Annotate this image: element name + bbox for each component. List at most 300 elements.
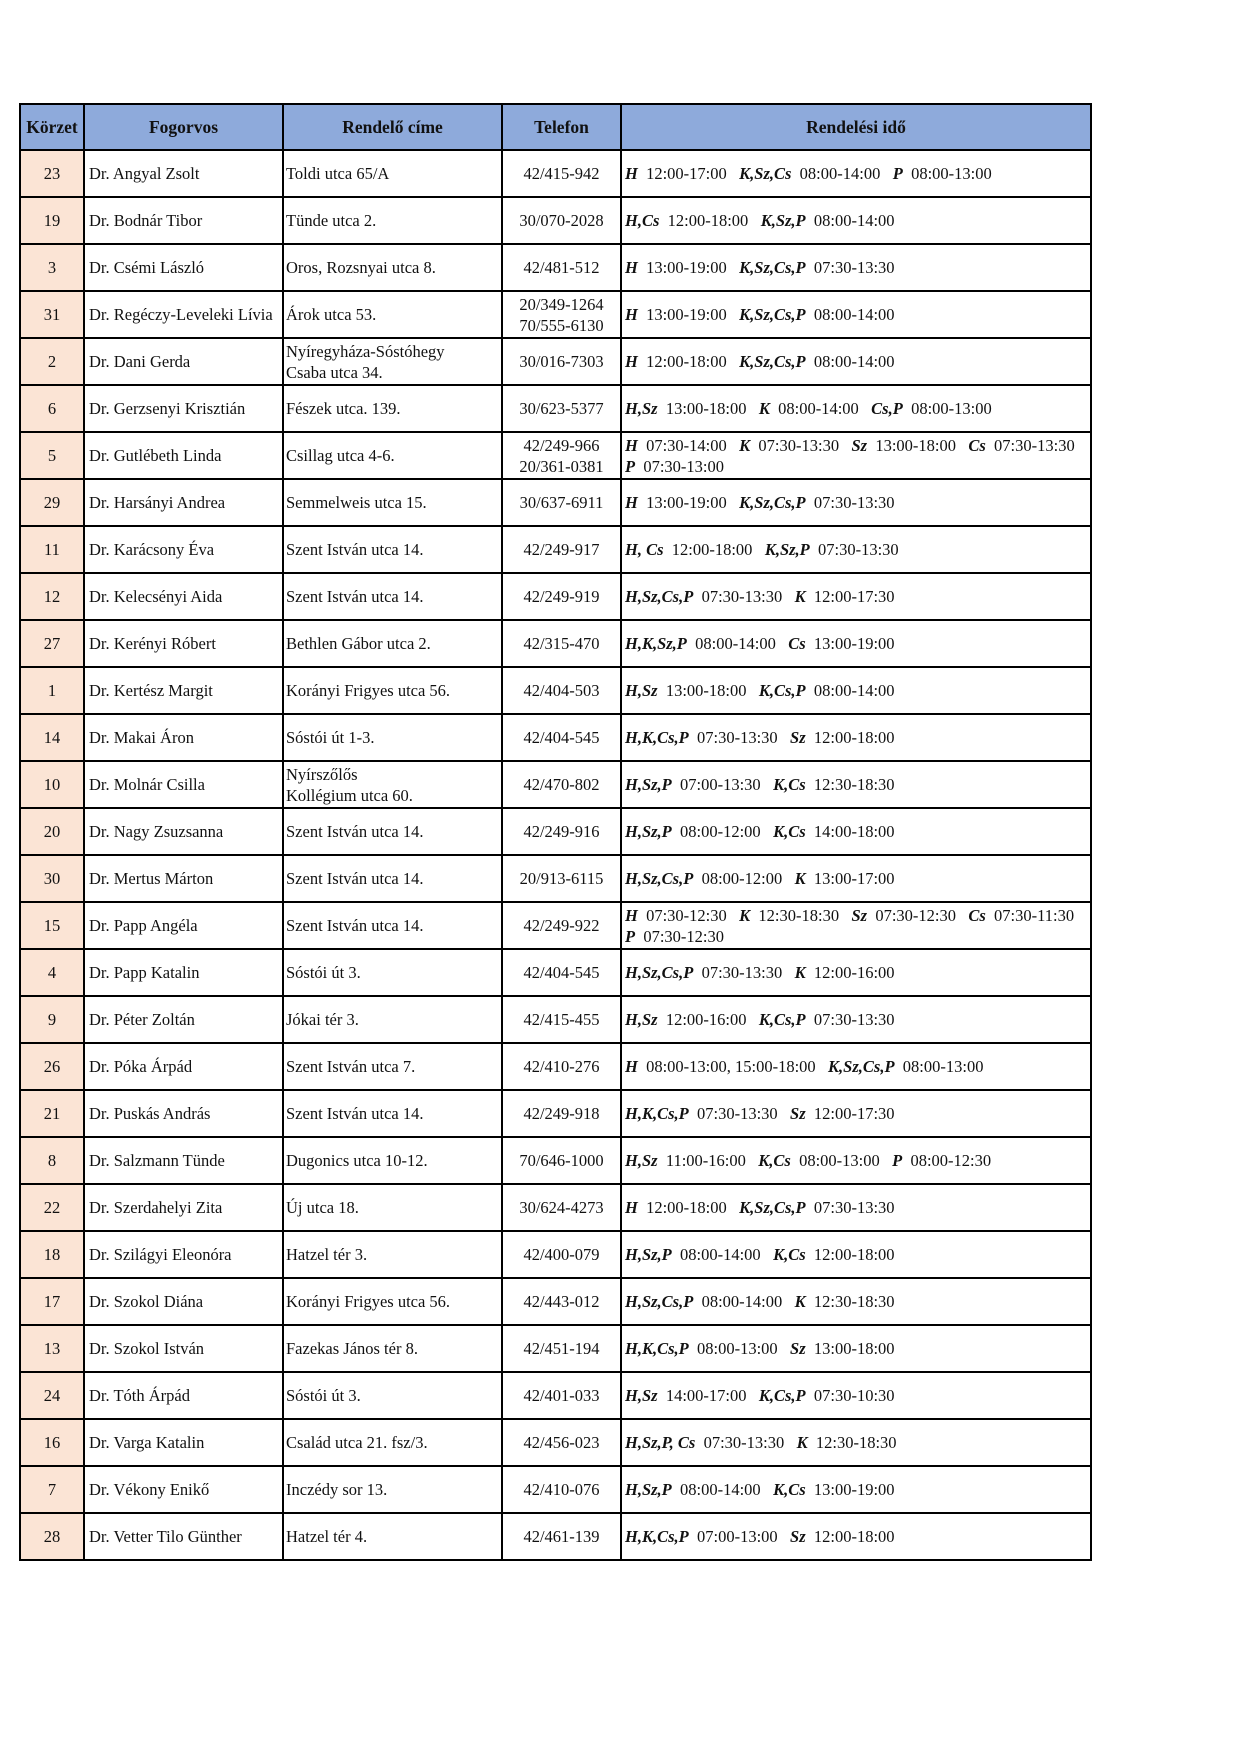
hours-line xyxy=(625,1385,1086,1406)
phone-cell xyxy=(502,1372,621,1419)
hours-cell xyxy=(621,1419,1091,1466)
time-range: 13:00-19:00 xyxy=(646,258,727,277)
weekday-label: Sz xyxy=(790,1104,806,1123)
weekday-label: H xyxy=(625,905,638,925)
hours-cell xyxy=(621,526,1091,573)
hours-cell xyxy=(621,808,1091,855)
weekday-label: P xyxy=(625,926,636,946)
time-range: 07:30-13:30 xyxy=(813,1010,895,1029)
header-row xyxy=(20,104,1091,150)
address-cell xyxy=(283,150,502,197)
address-line: Sóstói út 1-3. xyxy=(286,728,375,747)
time-range: 12:00-18:00 xyxy=(671,540,753,559)
weekday-label: K,Cs xyxy=(773,822,806,841)
address-cell xyxy=(283,1184,502,1231)
weekday-label: K,Sz,P xyxy=(764,540,810,559)
hours-cell xyxy=(621,338,1091,385)
weekday-label: K,Cs xyxy=(773,1245,806,1264)
phone-number: 30/070-2028 xyxy=(519,211,604,230)
address-line: Kollégium utca 60. xyxy=(286,785,413,805)
address-line: Korányi Frigyes utca 56. xyxy=(286,1292,451,1311)
phone-number: 42/401-033 xyxy=(523,1386,600,1405)
hours-cell xyxy=(621,1090,1091,1137)
hours-cell xyxy=(621,197,1091,244)
hours-line xyxy=(625,868,1086,889)
korzet-cell: 18 xyxy=(20,1231,84,1278)
table-row xyxy=(20,573,1091,620)
time-range: 07:30-10:30 xyxy=(813,1386,895,1405)
korzet-cell: 31 xyxy=(20,291,84,338)
table-row xyxy=(20,902,1091,949)
table-row xyxy=(20,1278,1091,1325)
time-range: 13:00-19:00 xyxy=(813,1480,895,1499)
hours-cell xyxy=(621,761,1091,808)
address-cell xyxy=(283,667,502,714)
time-range: 07:30-11:30 xyxy=(994,905,1075,925)
address-cell xyxy=(283,1278,502,1325)
time-range: 12:30-18:30 xyxy=(813,775,895,794)
hours-cell xyxy=(621,996,1091,1043)
time-range: 07:30-13:30 xyxy=(994,435,1075,455)
weekday-label: K,Sz,Cs,P xyxy=(739,493,806,512)
time-range: 07:30-13:30 xyxy=(701,587,783,606)
hours-cell xyxy=(621,1184,1091,1231)
korzet-cell: 7 xyxy=(20,1466,84,1513)
korzet-cell: 14 xyxy=(20,714,84,761)
time-range: 13:00-18:00 xyxy=(875,435,956,455)
phone-number: 42/249-916 xyxy=(523,822,600,841)
hours-line xyxy=(625,398,1086,419)
phone-number: 42/415-455 xyxy=(523,1010,600,1029)
weekday-label: H,K,Cs,P xyxy=(625,1527,689,1546)
weekday-label: H,Sz,Cs,P xyxy=(625,869,694,888)
weekday-label: K,Cs xyxy=(773,775,806,794)
phone-number: 70/646-1000 xyxy=(519,1151,604,1170)
phone-cell xyxy=(502,949,621,996)
address-cell xyxy=(283,479,502,526)
weekday-label: Cs xyxy=(968,905,986,925)
korzet-cell: 8 xyxy=(20,1137,84,1184)
weekday-label: H,Sz xyxy=(625,399,658,418)
address-line: Szent István utca 14. xyxy=(286,916,424,935)
fogorvos-cell: Dr. Kelecsényi Aida xyxy=(84,573,283,620)
hours-cell xyxy=(621,855,1091,902)
fogorvos-cell: Dr. Papp Angéla xyxy=(84,902,283,949)
time-range: 08:00-12:30 xyxy=(910,1151,992,1170)
table-row xyxy=(20,244,1091,291)
weekday-label: K,Sz,Cs,P xyxy=(739,305,806,324)
hours-line xyxy=(625,539,1086,560)
time-range: 12:00-18:00 xyxy=(646,352,727,371)
fogorvos-cell: Dr. Vetter Tilo Günther xyxy=(84,1513,283,1560)
time-range: 12:30-18:30 xyxy=(815,1433,897,1452)
phone-number: 70/555-6130 xyxy=(519,315,604,335)
time-range: 08:00-14:00 xyxy=(680,1480,761,1499)
phone-cell xyxy=(502,1043,621,1090)
phone-number: 30/016-7303 xyxy=(519,352,604,371)
table-row xyxy=(20,385,1091,432)
address-line: Semmelweis utca 15. xyxy=(286,493,427,512)
address-line: Oros, Rozsnyai utca 8. xyxy=(286,258,436,277)
weekday-label: H,K,Cs,P xyxy=(625,1104,689,1123)
time-range: 07:30-13:30 xyxy=(701,963,783,982)
hours-cell xyxy=(621,714,1091,761)
weekday-label: H,Sz xyxy=(625,681,658,700)
hours-cell xyxy=(621,244,1091,291)
fogorvos-cell: Dr. Puskás András xyxy=(84,1090,283,1137)
time-range: 08:00-12:00 xyxy=(680,822,761,841)
weekday-label: K xyxy=(794,963,806,982)
fogorvos-cell: Dr. Dani Gerda xyxy=(84,338,283,385)
fogorvos-cell: Dr. Kertész Margit xyxy=(84,667,283,714)
weekday-label: H,K,Cs,P xyxy=(625,728,689,747)
phone-number: 42/404-545 xyxy=(523,963,600,982)
hours-line xyxy=(625,257,1086,278)
korzet-cell: 1 xyxy=(20,667,84,714)
korzet-cell: 5 xyxy=(20,432,84,479)
address-line: Nyíregyháza-Sóstóhegy xyxy=(286,341,445,361)
phone-number: 30/637-6911 xyxy=(519,493,604,512)
hours-cell xyxy=(621,1043,1091,1090)
table-row xyxy=(20,1419,1091,1466)
time-range: 13:00-18:00 xyxy=(665,681,747,700)
weekday-label: H,Sz,Cs,P xyxy=(625,963,694,982)
korzet-cell: 11 xyxy=(20,526,84,573)
fogorvos-cell: Dr. Szilágyi Eleonóra xyxy=(84,1231,283,1278)
weekday-label: H xyxy=(625,305,638,324)
address-line: Sóstói út 3. xyxy=(286,963,361,982)
hours-line xyxy=(625,1056,1086,1077)
fogorvos-cell: Dr. Regéczy-Leveleki Lívia xyxy=(84,291,283,338)
address-cell xyxy=(283,855,502,902)
phone-cell xyxy=(502,1419,621,1466)
phone-cell xyxy=(502,479,621,526)
korzet-cell: 22 xyxy=(20,1184,84,1231)
weekday-label: K xyxy=(794,1292,806,1311)
time-range: 12:00-18:00 xyxy=(646,1198,727,1217)
table-row xyxy=(20,1231,1091,1278)
hours-cell xyxy=(621,620,1091,667)
time-range: 07:30-13:30 xyxy=(758,435,840,455)
time-range: 07:30-13:30 xyxy=(696,1104,778,1123)
time-range: 08:00-12:00 xyxy=(701,869,783,888)
table-row xyxy=(20,1466,1091,1513)
table-row xyxy=(20,1137,1091,1184)
time-range: 12:00-16:00 xyxy=(813,963,895,982)
korzet-cell: 29 xyxy=(20,479,84,526)
fogorvos-cell: Dr. Papp Katalin xyxy=(84,949,283,996)
time-range: 12:00-18:00 xyxy=(813,1527,895,1546)
fogorvos-cell: Dr. Molnár Csilla xyxy=(84,761,283,808)
phone-number: 42/404-503 xyxy=(523,681,600,700)
hours-cell xyxy=(621,1231,1091,1278)
fogorvos-cell: Dr. Szokol Diána xyxy=(84,1278,283,1325)
table-body xyxy=(20,150,1091,1560)
fogorvos-cell: Dr. Harsányi Andrea xyxy=(84,479,283,526)
address-cell xyxy=(283,996,502,1043)
hours-line xyxy=(625,163,1086,184)
weekday-label: H, Cs xyxy=(625,540,664,559)
address-cell xyxy=(283,902,502,949)
time-range: 14:00-18:00 xyxy=(813,822,895,841)
table-row xyxy=(20,1372,1091,1419)
fogorvos-cell: Dr. Kerényi Róbert xyxy=(84,620,283,667)
hours-line xyxy=(625,1526,1086,1547)
address-cell xyxy=(283,1325,502,1372)
korzet-cell: 3 xyxy=(20,244,84,291)
table-row xyxy=(20,479,1091,526)
phone-number: 42/410-276 xyxy=(523,1057,600,1076)
fogorvos-cell: Dr. Szokol István xyxy=(84,1325,283,1372)
fogorvos-cell: Dr. Csémi László xyxy=(84,244,283,291)
phone-number: 42/404-545 xyxy=(523,728,600,747)
korzet-cell: 10 xyxy=(20,761,84,808)
phone-number: 42/415-942 xyxy=(523,164,600,183)
table-row xyxy=(20,1043,1091,1090)
header-cim: Rendelő címe xyxy=(283,104,502,150)
phone-cell xyxy=(502,714,621,761)
phone-number: 20/361-0381 xyxy=(519,456,604,476)
hours-cell xyxy=(621,385,1091,432)
weekday-label: H,Sz,P xyxy=(625,822,672,841)
korzet-cell: 16 xyxy=(20,1419,84,1466)
weekday-label: H xyxy=(625,493,638,512)
korzet-cell: 28 xyxy=(20,1513,84,1560)
address-cell xyxy=(283,197,502,244)
weekday-label: Cs xyxy=(788,634,806,653)
fogorvos-cell: Dr. Gerzsenyi Krisztián xyxy=(84,385,283,432)
weekday-label: H xyxy=(625,258,638,277)
address-line: Dugonics utca 10-12. xyxy=(286,1151,428,1170)
time-range: 08:00-13:00 xyxy=(902,1057,984,1076)
time-range: 07:30-13:00 xyxy=(643,456,725,476)
hours-line xyxy=(625,1432,1086,1453)
time-range: 13:00-19:00 xyxy=(646,493,727,512)
phone-cell xyxy=(502,150,621,197)
time-range: 07:30-13:30 xyxy=(703,1433,785,1452)
address-line: Sóstói út 3. xyxy=(286,1386,361,1405)
table-row xyxy=(20,855,1091,902)
table-row xyxy=(20,1325,1091,1372)
korzet-cell: 24 xyxy=(20,1372,84,1419)
address-cell xyxy=(283,1090,502,1137)
hours-line xyxy=(625,210,1086,231)
korzet-cell: 30 xyxy=(20,855,84,902)
address-cell xyxy=(283,244,502,291)
address-line: Inczédy sor 13. xyxy=(286,1480,388,1499)
weekday-label: H,Sz,P xyxy=(625,1480,672,1499)
weekday-label: Sz xyxy=(790,1527,806,1546)
weekday-label: Sz xyxy=(851,905,868,925)
address-cell xyxy=(283,620,502,667)
time-range: 14:00-17:00 xyxy=(665,1386,747,1405)
hours-cell xyxy=(621,949,1091,996)
hours-line xyxy=(625,926,1086,947)
hours-line xyxy=(625,586,1086,607)
time-range: 13:00-18:00 xyxy=(665,399,747,418)
time-range: 08:00-14:00 xyxy=(799,164,881,183)
hours-line xyxy=(625,633,1086,654)
weekday-label: Cs xyxy=(968,435,986,455)
phone-cell xyxy=(502,338,621,385)
fogorvos-cell: Dr. Gutlébeth Linda xyxy=(84,432,283,479)
fogorvos-cell: Dr. Karácsony Éva xyxy=(84,526,283,573)
hours-line xyxy=(625,1244,1086,1265)
address-line: Új utca 18. xyxy=(286,1198,359,1217)
phone-cell xyxy=(502,573,621,620)
time-range: 08:00-13:00 xyxy=(911,399,992,418)
weekday-label: K,Cs xyxy=(773,1480,806,1499)
hours-line xyxy=(625,435,1086,456)
address-line: Szent István utca 14. xyxy=(286,540,424,559)
table-row xyxy=(20,714,1091,761)
korzet-cell: 21 xyxy=(20,1090,84,1137)
address-cell xyxy=(283,573,502,620)
hours-cell xyxy=(621,1278,1091,1325)
weekday-label: P xyxy=(892,164,903,183)
weekday-label: H xyxy=(625,1198,638,1217)
address-line: Nyírszőlős xyxy=(286,764,358,784)
address-cell xyxy=(283,949,502,996)
time-range: 12:30-18:30 xyxy=(813,1292,895,1311)
korzet-cell: 12 xyxy=(20,573,84,620)
hours-line xyxy=(625,905,1086,926)
phone-number: 42/249-917 xyxy=(523,540,600,559)
table-row xyxy=(20,526,1091,573)
phone-number: 42/481-512 xyxy=(523,258,600,277)
hours-cell xyxy=(621,1325,1091,1372)
weekday-label: K,Sz,Cs xyxy=(739,164,792,183)
hours-line xyxy=(625,1009,1086,1030)
weekday-label: Sz xyxy=(851,435,868,455)
phone-number: 42/456-023 xyxy=(523,1433,600,1452)
korzet-cell: 17 xyxy=(20,1278,84,1325)
weekday-label: H xyxy=(625,352,638,371)
address-line: Korányi Frigyes utca 56. xyxy=(286,681,451,700)
address-cell xyxy=(283,1419,502,1466)
phone-cell xyxy=(502,1466,621,1513)
time-range: 12:00-18:00 xyxy=(813,728,895,747)
time-range: 07:30-13:30 xyxy=(696,728,778,747)
address-cell xyxy=(283,714,502,761)
table-row xyxy=(20,197,1091,244)
phone-number: 42/410-076 xyxy=(523,1480,600,1499)
address-cell xyxy=(283,808,502,855)
phone-cell xyxy=(502,902,621,949)
weekday-label: H xyxy=(625,164,638,183)
time-range: 08:00-14:00 xyxy=(778,399,859,418)
address-line: Szent István utca 14. xyxy=(286,1104,424,1123)
hours-line xyxy=(625,1150,1086,1171)
time-range: 07:30-12:30 xyxy=(875,905,956,925)
time-range: 07:30-13:30 xyxy=(813,1198,895,1217)
weekday-label: K xyxy=(794,869,806,888)
hours-line xyxy=(625,680,1086,701)
fogorvos-cell: Dr. Varga Katalin xyxy=(84,1419,283,1466)
weekday-label: H xyxy=(625,1057,638,1076)
weekday-label: H,Sz,P xyxy=(625,775,672,794)
address-cell xyxy=(283,291,502,338)
table-row xyxy=(20,1184,1091,1231)
hours-line xyxy=(625,1479,1086,1500)
korzet-cell: 15 xyxy=(20,902,84,949)
address-cell xyxy=(283,1231,502,1278)
fogorvos-cell: Dr. Nagy Zsuzsanna xyxy=(84,808,283,855)
phone-number: 42/400-079 xyxy=(523,1245,600,1264)
weekday-label: K,Cs,P xyxy=(758,681,806,700)
fogorvos-cell: Dr. Makai Áron xyxy=(84,714,283,761)
weekday-label: K xyxy=(739,905,751,925)
hours-cell xyxy=(621,667,1091,714)
address-line: Fazekas János tér 8. xyxy=(286,1339,418,1358)
table-row xyxy=(20,667,1091,714)
phone-number: 20/913-6115 xyxy=(519,869,604,888)
weekday-label: H,Sz,P, Cs xyxy=(625,1433,696,1452)
phone-number: 42/315-470 xyxy=(523,634,600,653)
table-row xyxy=(20,432,1091,479)
phone-number: 42/249-918 xyxy=(523,1104,600,1123)
address-cell xyxy=(283,1372,502,1419)
phone-cell xyxy=(502,1278,621,1325)
time-range: 07:00-13:00 xyxy=(696,1527,778,1546)
header-korzet: Körzet xyxy=(20,104,84,150)
hours-line xyxy=(625,492,1086,513)
address-cell xyxy=(283,1043,502,1090)
weekday-label: H,K,Sz,P xyxy=(625,634,687,653)
hours-cell xyxy=(621,432,1091,479)
phone-cell xyxy=(502,1090,621,1137)
korzet-cell: 23 xyxy=(20,150,84,197)
weekday-label: P xyxy=(625,456,636,476)
weekday-label: K xyxy=(794,587,806,606)
address-cell xyxy=(283,526,502,573)
korzet-cell: 6 xyxy=(20,385,84,432)
fogorvos-cell: Dr. Bodnár Tibor xyxy=(84,197,283,244)
weekday-label: K xyxy=(739,435,751,455)
fogorvos-cell: Dr. Vékony Enikő xyxy=(84,1466,283,1513)
weekday-label: H,Sz,Cs,P xyxy=(625,1292,694,1311)
korzet-cell: 13 xyxy=(20,1325,84,1372)
address-cell xyxy=(283,1513,502,1560)
address-line: Árok utca 53. xyxy=(286,305,377,324)
address-line: Jókai tér 3. xyxy=(286,1010,359,1029)
address-line: Tünde utca 2. xyxy=(286,211,377,230)
phone-cell xyxy=(502,432,621,479)
korzet-cell: 27 xyxy=(20,620,84,667)
time-range: 12:00-18:00 xyxy=(667,211,749,230)
header-telefon: Telefon xyxy=(502,104,621,150)
time-range: 12:30-18:30 xyxy=(758,905,840,925)
time-range: 12:00-17:30 xyxy=(813,1104,895,1123)
header-fogorvos: Fogorvos xyxy=(84,104,283,150)
phone-cell xyxy=(502,1137,621,1184)
time-range: 07:30-14:00 xyxy=(646,435,727,455)
weekday-label: K,Sz,Cs,P xyxy=(739,258,806,277)
hours-cell xyxy=(621,573,1091,620)
weekday-label: K,Cs,P xyxy=(758,1010,806,1029)
weekday-label: K,Sz,Cs,P xyxy=(828,1057,895,1076)
weekday-label: H,Sz xyxy=(625,1386,658,1405)
fogorvos-cell: Dr. Tóth Árpád xyxy=(84,1372,283,1419)
header-ido: Rendelési idő xyxy=(621,104,1091,150)
table-row xyxy=(20,1090,1091,1137)
time-range: 13:00-17:00 xyxy=(813,869,895,888)
table-row xyxy=(20,291,1091,338)
table-row xyxy=(20,761,1091,808)
time-range: 08:00-13:00 xyxy=(911,164,992,183)
time-range: 07:30-12:30 xyxy=(646,905,727,925)
time-range: 08:00-14:00 xyxy=(813,352,895,371)
